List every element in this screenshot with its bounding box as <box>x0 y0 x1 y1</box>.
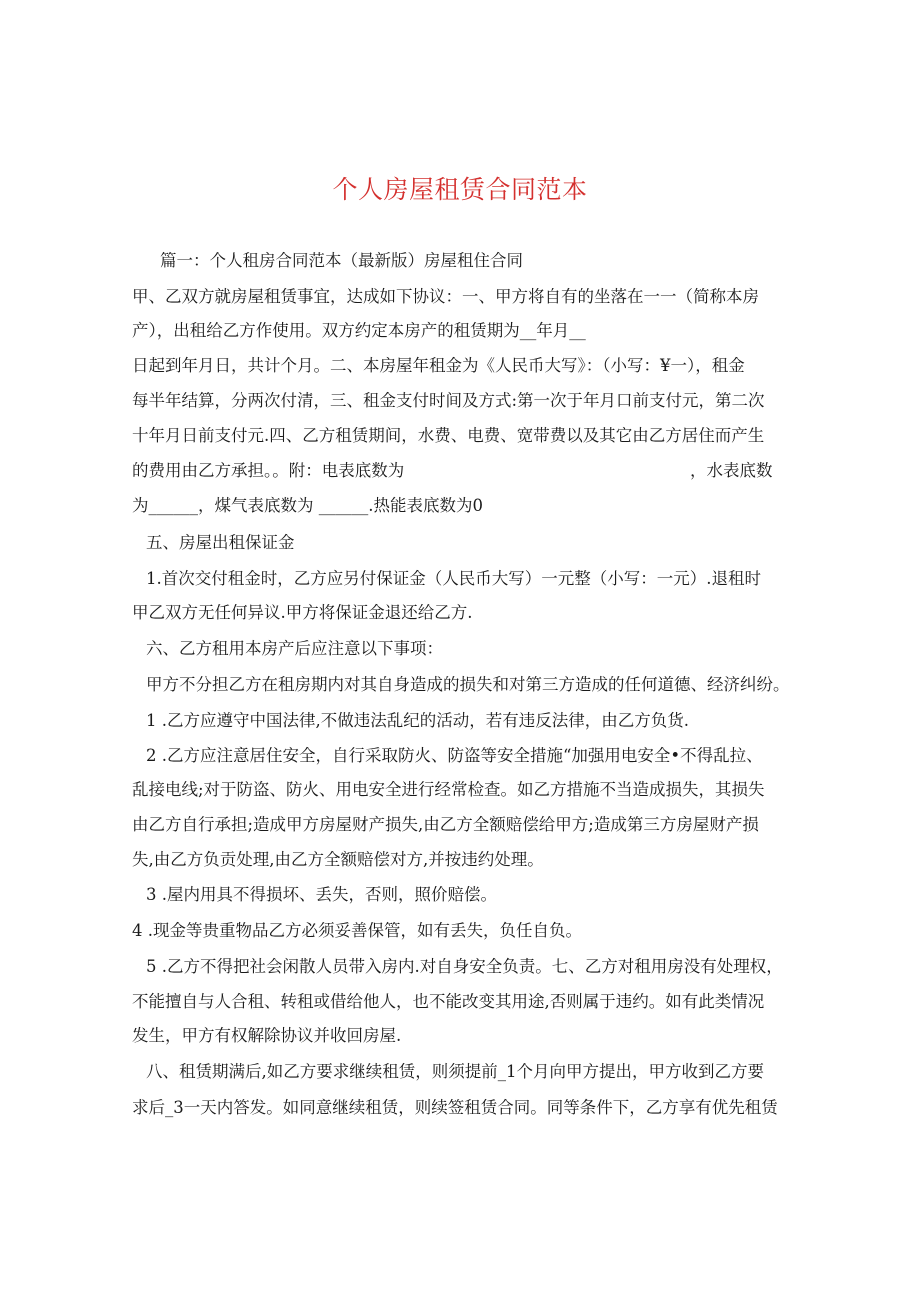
section-heading: 八、租赁期满后,如乙方要求继续租赁，则须提前_1个月向甲方提出，甲方收到乙方要 <box>146 1062 764 1081</box>
section-heading: 五、房屋出租保证金 <box>146 533 295 552</box>
paragraph-line: 不能擅自与人合租、转租或借给他人，也不能改变其用途,否则属于违约。如有此类情况 <box>132 992 765 1011</box>
paragraph-line: 乱接电线;对于防盗、防火、用电安全进行经常检查。如乙方措施不当造成损失，其损失 <box>132 780 765 799</box>
paragraph-line: 1.首次交付租金时，乙方应另付保证金（人民币大写）一元整（小写：一元）.退租时 <box>146 569 761 588</box>
paragraph-line: 由乙方自行承担;造成甲方房屋财产损失,由乙方全额赔偿给甲方;造成第三方房屋财产损 <box>132 815 759 834</box>
paragraph-line: 十年月日前支付元.四、乙方租赁期间，水费、电费、宽带费以及其它由乙方居住而产生 <box>132 426 765 445</box>
paragraph-line: 求后_3一天内答发。如同意继续租赁，则续签租赁合同。同等条件下，乙方享有优先租赁 <box>132 1098 778 1117</box>
paragraph-line: 日起到年月日，共计个月。二、本房屋年租金为《人民币大写》：（小写：¥一），租金 <box>132 356 745 375</box>
document-title: 个人房屋租赁合同范本 <box>332 175 588 204</box>
paragraph-line: 甲、乙双方就房屋租赁事宜，达成如下协议：一、甲方将自有的坐落在一一（简称本房 <box>132 287 759 306</box>
list-item: 2 .乙方应注意居住安全，自行采取防火、防盗等安全措施“加强用电安全•不得乱拉、 <box>146 746 763 765</box>
paragraph-line: ，水表底数 <box>690 461 773 480</box>
paragraph-line: 甲乙双方无任何异议.甲方将保证金退还给乙方. <box>132 603 473 622</box>
paragraph-line: 篇一：个人租房合同范本（最新版）房屋租住合同 <box>160 251 523 270</box>
list-item: 4 .现金等贵重物品乙方必须妥善保管，如有丢失，负任自负。 <box>132 921 582 940</box>
paragraph-line: 甲方不分担乙方在租房期内对其自身造成的损失和对第三方造成的任何道德、经济纠纷。 <box>146 675 790 694</box>
paragraph-line: 为______，煤气表底数为 ______.热能表底数为0 <box>132 496 483 515</box>
paragraph-line: 产），出租给乙方作使用。双方约定本房产的租赁期为__年月__ <box>132 321 586 340</box>
paragraph-line: 的费用由乙方承担。。附：电表底数为 <box>132 461 405 480</box>
paragraph-line: 每半年结算，分两次付清，三、租金支付时间及方式:第一次于年月口前支付元，第二次 <box>132 391 765 410</box>
list-item: 3 .屋内用具不得损坏、丢失，否则，照价赔偿。 <box>146 885 497 904</box>
list-item: 1 .乙方应遵守中国法律,不做违法乱纪的活动，若有违反法律，由乙方负货. <box>146 711 689 730</box>
paragraph-line: 失,由乙方负贡处理,由乙方全额赔偿对方,并按违约处理。 <box>132 850 544 869</box>
list-item: 5 .乙方不得把社会闲散人员带入房内.对自身安全负责。七、乙方对租用房没有处理权， <box>146 957 783 976</box>
paragraph-line: 发生，甲方有权解除协议并收回房屋. <box>132 1026 402 1045</box>
section-heading: 六、乙方租用本房产后应注意以下事项： <box>146 639 443 658</box>
